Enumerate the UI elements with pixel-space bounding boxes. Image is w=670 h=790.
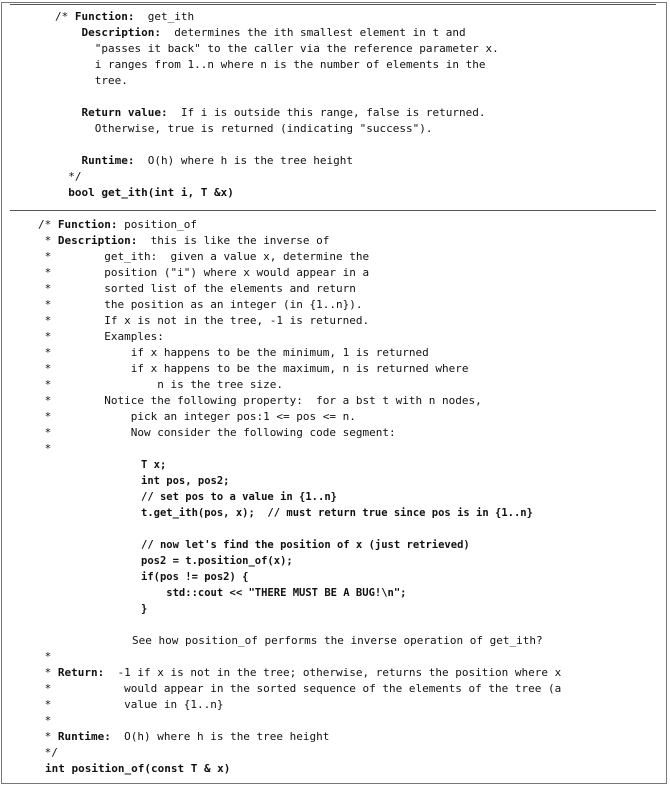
position-of-line: * n is the tree size. <box>38 378 284 391</box>
label: Description: <box>57 234 138 247</box>
return-line: * Runtime: O(h) where h is the tree height <box>38 730 330 743</box>
position-of-line: * if x happens to be the minimum, 1 is returned <box>38 346 429 359</box>
label: Function: <box>57 218 118 231</box>
return-line: * would appear in the sorted sequence of the elements of the tree (a <box>38 682 562 695</box>
code-line: std::cout << "THERE MUST BE A BUG!\n"; <box>141 587 407 599</box>
get-ith-line: Description: determines the ith smallest element in t and <box>81 26 466 39</box>
get-ith-line: tree. <box>94 74 128 87</box>
return-line: * value in {1..n} <box>38 698 224 711</box>
label: bool get_ith(int i, T &x) <box>68 186 234 199</box>
label: Runtime: <box>81 154 135 167</box>
code-line: if(pos != pos2) { <box>141 571 249 583</box>
return-line: * Return: -1 if x is not in the tree; otherwise, returns the position where x <box>38 666 562 679</box>
position-of-line: * Notice the following property: for a bst t with n nodes, <box>38 394 482 407</box>
code-line: t.get_ith(pos, x); // must return true since pos is in {1..n} <box>141 507 533 519</box>
return-line: */ <box>38 746 65 759</box>
return-line: * <box>38 714 58 727</box>
code-line: int pos, pos2; <box>141 475 230 487</box>
label: Return: <box>57 666 105 679</box>
return-line <box>45 761 230 777</box>
section-divider <box>10 210 656 211</box>
position-of-line: * get_ith: given a value x, determine the <box>38 250 370 263</box>
position-of-line: * Now consider the following code segment: <box>38 426 396 439</box>
get-ith-line: "passes it back" to the caller via the reference parameter x. <box>94 42 499 55</box>
position-of-line: * Description: this is like the inverse of <box>38 234 330 247</box>
get-ith-line: Otherwise, true is returned (indicating "success"). <box>94 122 433 135</box>
get-ith-line: /* Function: get_ith <box>55 10 195 23</box>
label: Runtime: <box>57 730 111 743</box>
label: Return value: <box>81 106 168 119</box>
top-rule <box>10 4 656 5</box>
position-of-line: * <box>38 442 58 455</box>
position-of-line: * If x is not in the tree, -1 is returned. <box>38 314 370 327</box>
label: Description: <box>81 26 161 39</box>
position-of-line: * Examples: <box>38 330 164 343</box>
position-of-line: /* Function: position_of <box>38 218 197 231</box>
get-ith-line: Return value: If i is outside this range, false is returned. <box>81 106 486 119</box>
position-of-line: * position ("i") where x would appear in a <box>38 266 370 279</box>
code-line: // now let's find the position of x (just retrieved) <box>141 539 470 551</box>
position-of-line: * sorted list of the elements and return <box>38 282 356 295</box>
inverse-note: See how position_of performs the inverse operation of get_ith? <box>132 634 543 647</box>
position-of-line: * the position as an integer (in {1..n}). <box>38 298 363 311</box>
get-ith-line <box>55 185 234 201</box>
position-of-line: * if x happens to be the maximum, n is returned where <box>38 362 469 375</box>
return-line: * <box>38 650 58 663</box>
get-ith-line: */ <box>68 170 82 183</box>
code-line: pos2 = t.position_of(x); <box>141 555 293 567</box>
code-line: T x; <box>141 459 167 471</box>
get-ith-line: i ranges from 1..n where n is the number of elements in the <box>94 58 486 71</box>
label: int position_of(const T & x) <box>45 762 231 775</box>
code-line: } <box>141 603 148 615</box>
code-line: // set pos to a value in {1..n} <box>141 491 337 503</box>
position-of-line: * pick an integer pos:1 <= pos <= n. <box>38 410 356 423</box>
get-ith-line: Runtime: O(h) where h is the tree height <box>81 154 354 167</box>
label-function: Function: <box>74 10 135 23</box>
